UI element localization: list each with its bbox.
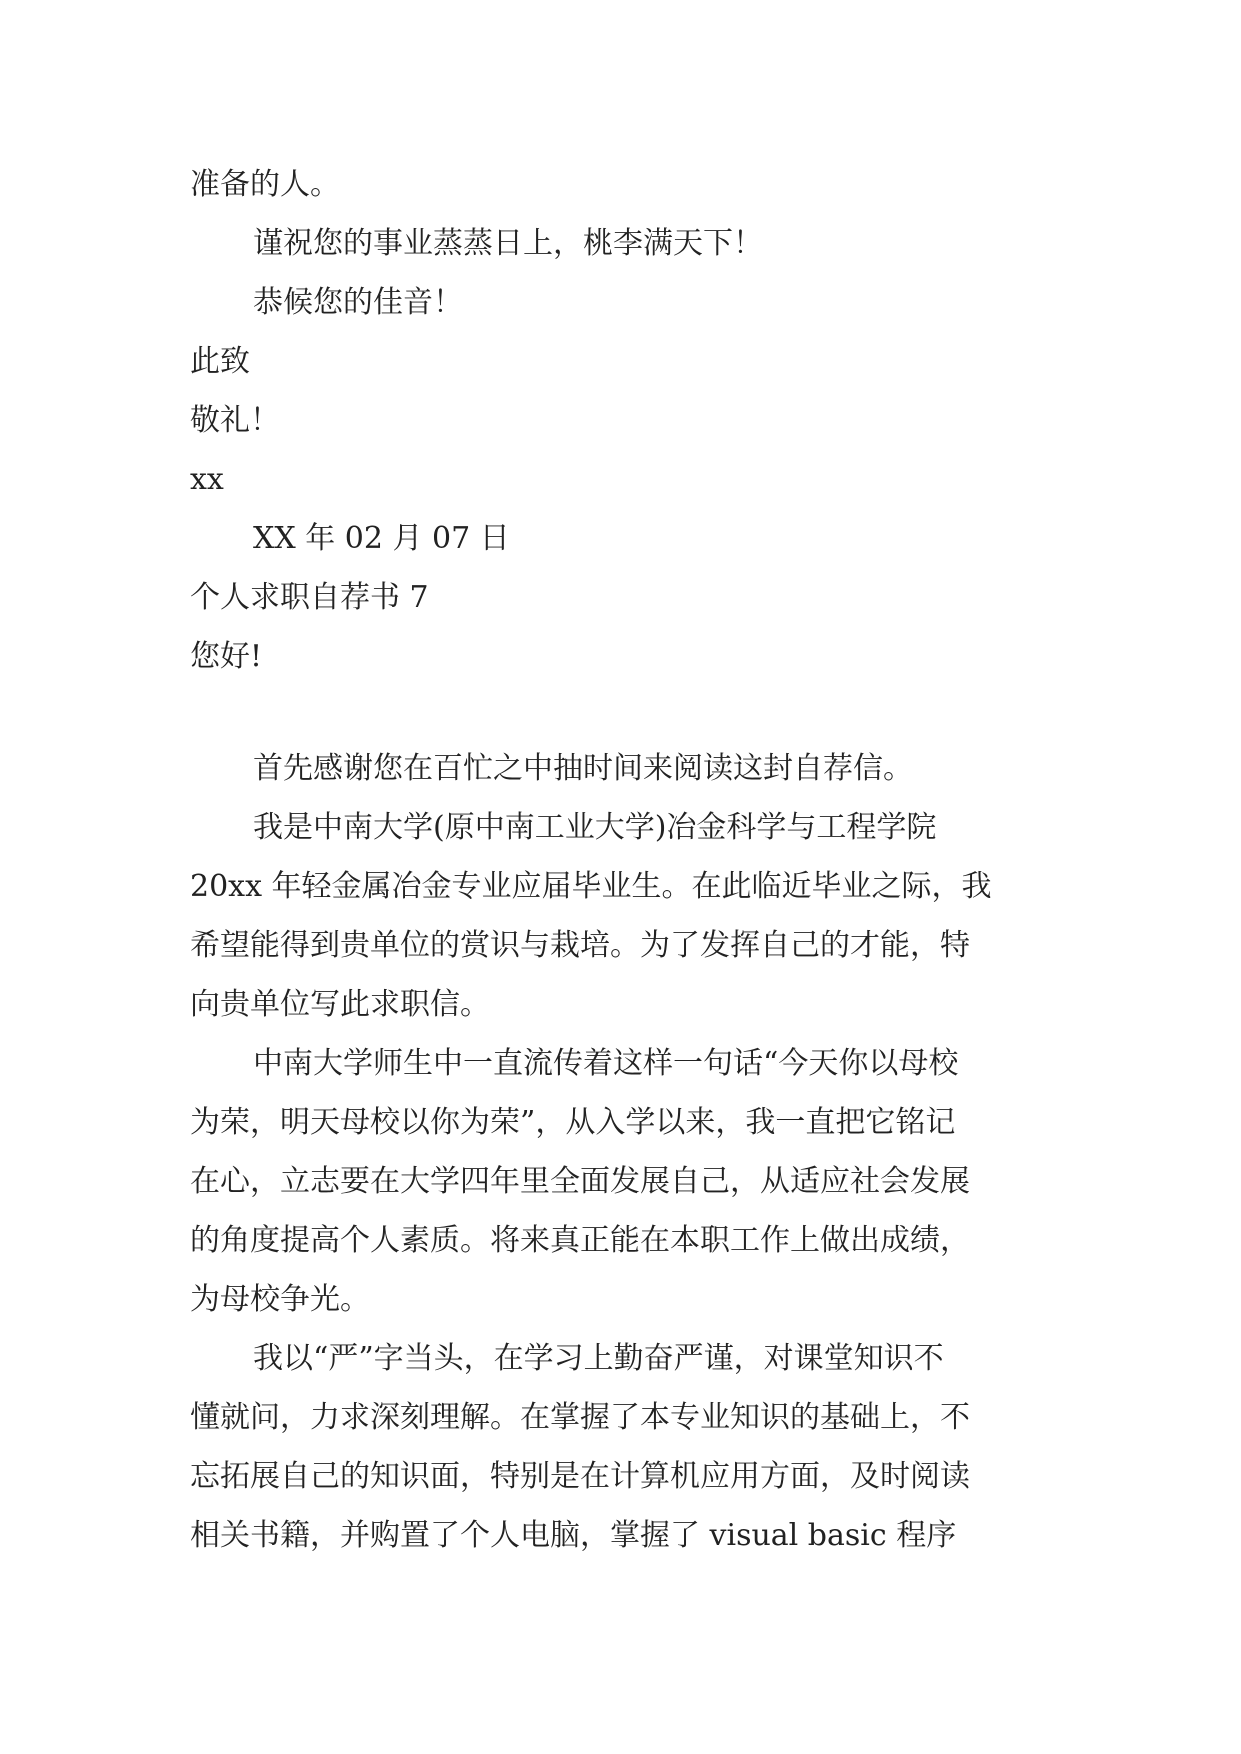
greeting: 您好!	[190, 639, 263, 674]
text-line: 我以“严”字当头，在学习上勤奋严谨，对课堂知识不	[253, 1341, 944, 1376]
text-line: 忘拓展自己的知识面，特别是在计算机应用方面，及时阅读	[190, 1459, 970, 1494]
date-line: XX 年 02 月 07 日	[253, 521, 510, 556]
section-title: 个人求职自荐书 7	[190, 580, 429, 615]
text-line: 我是中南大学(原中南工业大学)冶金科学与工程学院	[253, 810, 937, 845]
text-line: 相关书籍，并购置了个人电脑，掌握了 visual basic 程序	[190, 1518, 957, 1553]
text-line: 希望能得到贵单位的赏识与栽培。为了发挥自己的才能，特	[190, 928, 970, 963]
text-line: 准备的人。	[190, 167, 340, 202]
text-line: xx	[190, 462, 224, 497]
text-line: 的角度提高个人素质。将来真正能在本职工作上做出成绩，	[190, 1223, 970, 1258]
text-line: 懂就问，力求深刻理解。在掌握了本专业知识的基础上，不	[190, 1400, 970, 1435]
text-line: 恭候您的佳音！	[253, 285, 463, 320]
text-line: 在心，立志要在大学四年里全面发展自己，从适应社会发展	[190, 1164, 970, 1199]
text-line: 向贵单位写此求职信。	[190, 987, 490, 1022]
text-line: 谨祝您的事业蒸蒸日上，桃李满天下！	[253, 226, 763, 261]
text-line: 敬礼！	[190, 403, 280, 438]
text-line: 首先感谢您在百忙之中抽时间来阅读这封自荐信。	[253, 751, 913, 786]
text-line: 为母校争光。	[190, 1282, 370, 1317]
text-line: 20xx 年轻金属冶金专业应届毕业生。在此临近毕业之际，我	[190, 869, 992, 904]
text-line: 为荣，明天母校以你为荣”，从入学以来，我一直把它铭记	[190, 1105, 956, 1140]
text-line: 此致	[190, 344, 250, 379]
text-line: 中南大学师生中一直流传着这样一句话“今天你以母校	[253, 1046, 959, 1081]
